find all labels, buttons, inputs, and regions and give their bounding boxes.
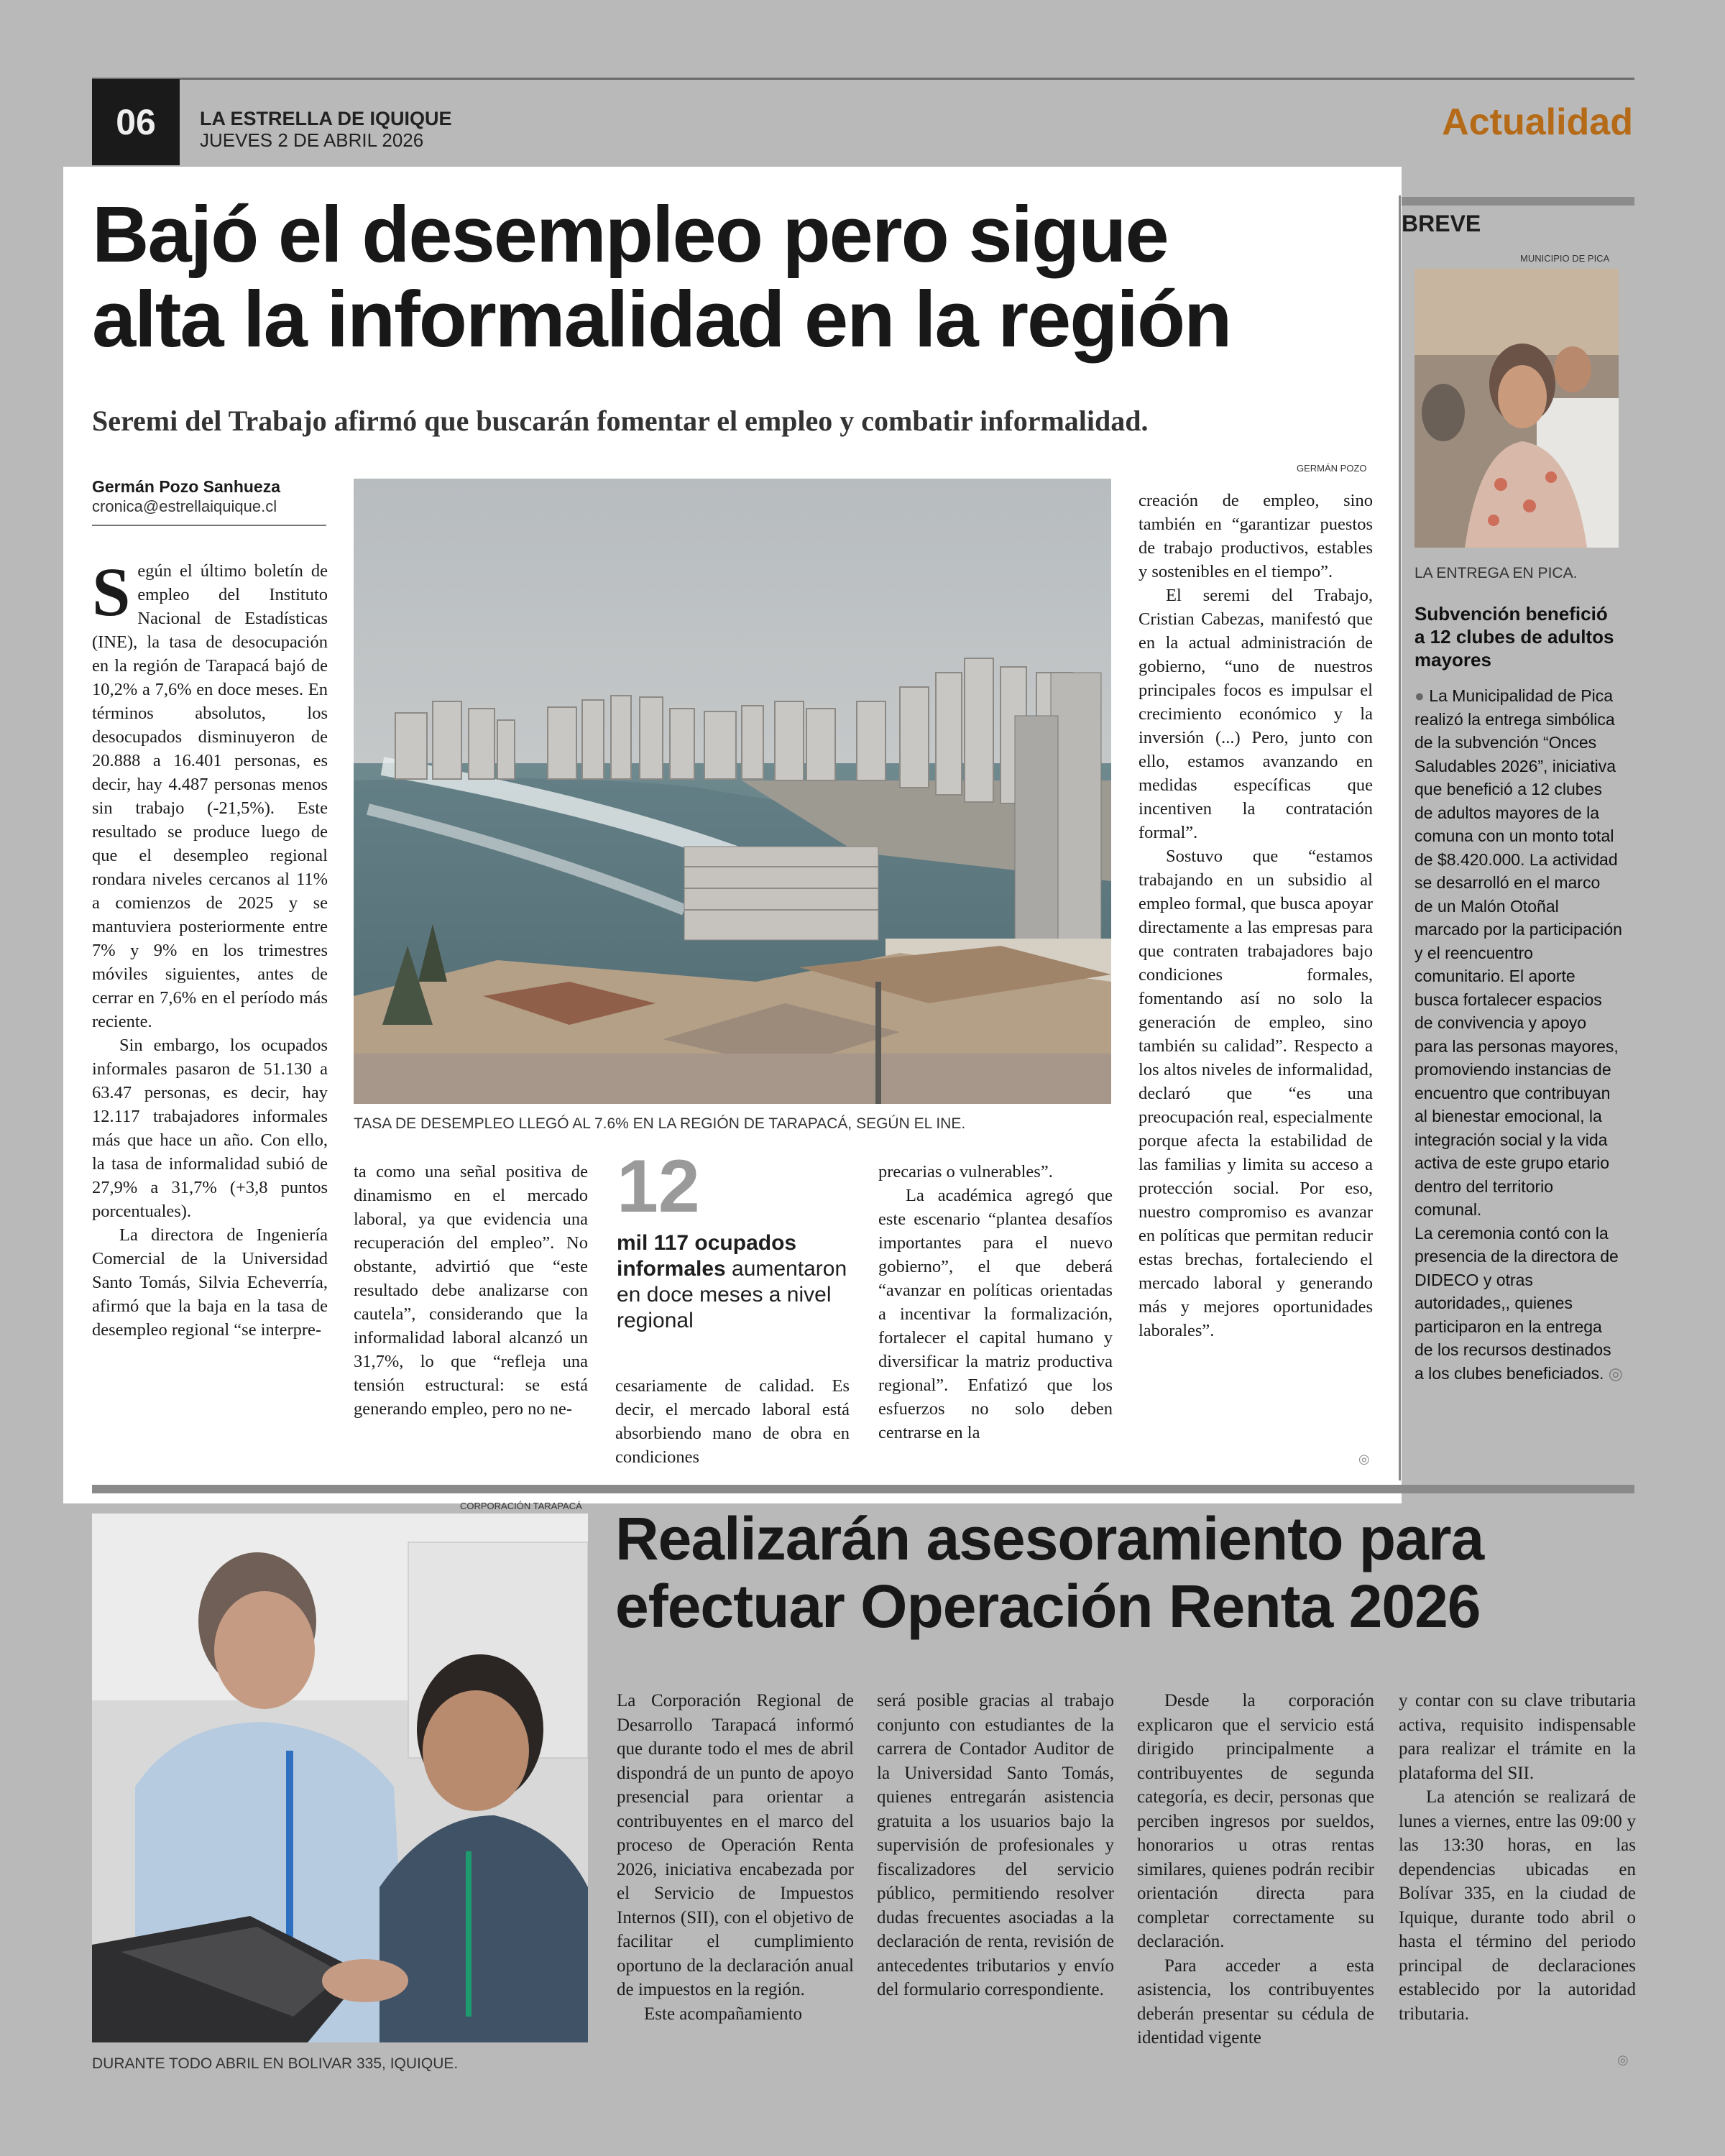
issue-date: JUEVES 2 DE ABRIL 2026	[200, 129, 424, 151]
byline-rule	[92, 525, 326, 526]
headline-line-1: Realizarán asesoramiento para	[615, 1505, 1484, 1572]
byline-email: cronica@estrellaiquique.cl	[92, 497, 277, 515]
main-headline	[92, 190, 1386, 364]
article-column-3	[615, 1374, 850, 1469]
photo-caption: TASA DE DESEMPLEO LLEGÓ AL 7.6% EN LA REGIÓN DE TARAPACÁ, SEGÚN EL INE.	[354, 1115, 966, 1132]
sidebar-top-rule	[1402, 197, 1634, 206]
section-label: Actualidad	[1442, 101, 1633, 143]
seniors-illustration	[1414, 269, 1619, 548]
paragraph: Sin embargo, los ocupados informales pasaron de 51.130 a 63.47 personas, es decir, hay 12.117 trabajadores informales más que hace un año. Con ello, la tasa de informalidad subió de 27,9% a 31,7% (+3,8 puntos porcentuales).	[92, 1036, 328, 1221]
paragraph: precarias o vulnerables”.	[878, 1162, 1053, 1181]
paragraph: La directora de Ingeniería Comercial de la Universidad Santo Tomás, Silvia Echeverría, afirmó que la baja en la tasa de desempleo regional “se interpre-	[92, 1225, 328, 1340]
sidebar-photo	[1414, 269, 1619, 548]
end-mark-icon: ◎	[1617, 2053, 1629, 2068]
paragraph: El seremi del Trabajo, Cristian Cabezas, manifestó que en la actual administración de gobierno, “uno de nuestros principales focos es impulsar el crecimiento económico y la inversión (...) Pero, junto con ello, estamos avanzando en medidas específicas que incentiven la contratación formal”.	[1138, 586, 1373, 842]
end-mark-icon: ◎	[1358, 1452, 1370, 1467]
callout-bold-text: mil 117 ocupados informales	[617, 1231, 797, 1281]
headline-line-2: alta la informalidad en la región	[92, 275, 1231, 364]
bullet-icon: ●	[1414, 686, 1430, 705]
second-headline	[615, 1505, 1636, 1640]
paragraph: Para acceder a esta asistencia, los contribuyentes deberán presentar su cédula de identidad vigente	[1137, 1955, 1374, 2047]
article-column-1	[92, 553, 328, 1342]
paragraph: egún el último boletín de empleo del Instituto Nacional de Estadísticas (INE), la tasa de desocupación en la región de Tarapacá bajó de 10,2% a 7,6% en doce meses. En términos absolutos, los desocupados disminuyeron de 20.888 a 16.401 personas, es decir, hay 4.487 personas menos sin trabajo (-21,5%). Este resultado se produce luego de que el desempleo regional rondara niveles cercanos al 11% a comienzos de 2025 y se mantuviera posteriormente entre 7% y 9% en los trimestres móviles siguientes, antes de cerrar en 7,6% en el período más reciente.	[92, 561, 328, 1031]
second-photo-credit: CORPORACIÓN TARAPACÁ	[460, 1501, 582, 1511]
paragraph: La académica agregó que este escenario “plantea desafíos importantes para el nuevo gobierno”, el que deberá “avanzar en políticas orientadas a incentivar la formalización, fortalecer el capital humano y diversificar la matriz productiva regional”. Enfatizó que los esfuerzos no solo deben centrarse en la	[878, 1186, 1113, 1442]
second-column-1	[617, 1689, 854, 2026]
drop-cap: S	[92, 553, 131, 630]
second-column-2	[877, 1689, 1114, 2002]
article-column-5	[1138, 489, 1373, 1342]
callout-rest-text: aumentaron en doce meses a nivel regional	[617, 1257, 847, 1332]
paragraph: La Municipalidad de Pica realizó la entrega simbólica de la subvención “Onces Saludables 2026”, iniciativa que benefició a 12 clubes de adultos mayores de la comuna con un monto total de $8.420.000. La actividad se desarrolló en el marco de un Malón Otoñal marcado por la participación y el reencuentro comunitario. El aporte busca fortalecer espacios de convivencia y apoyo para las personas mayores, promoviendo instancias de encuentro que contribuyan al bienestar emocional, la integración social y la vida activa de este grupo etario dentro del territorio comunal.	[1414, 686, 1622, 1219]
coastline-illustration	[354, 479, 1111, 1104]
article-column-2	[354, 1160, 588, 1421]
paragraph: y contar con su clave tributaria activa, requisito indispensable para realizar el trámite en la plataforma del SII.	[1399, 1691, 1636, 1783]
section-divider	[92, 1485, 1634, 1493]
sidebar-vertical-rule	[1399, 195, 1401, 1480]
paragraph: Desde la corporación explicaron que el servicio está dirigido principalmente a contribuyentes de segunda categoría, es decir, personas que perciben ingresos por sueldos, honorarios u otras rentas similares, quienes podrán recibir orientación directa para completar correctamente su declaración.	[1137, 1691, 1374, 1951]
masthead	[200, 108, 452, 151]
page-number: 06	[92, 79, 180, 165]
advisory-photo	[92, 1514, 588, 2042]
article-deck: Seremi del Trabajo afirmó que buscarán fomentar el empleo y combatir informalidad.	[92, 405, 1149, 437]
sidebar-photo-caption: LA ENTREGA EN PICA.	[1414, 565, 1578, 581]
sidebar-title: Subvención benefició a 12 clubes de adultos mayores	[1414, 603, 1614, 671]
callout-text	[617, 1230, 854, 1334]
paragraph: La Corporación Regional de Desarrollo Tarapacá informó que durante todo el mes de abril dispondrá de un punto de apoyo presencial para orientar a contribuyentes en el marco del proceso de Operación Renta 2026, iniciativa encabezada por el Servicio de Impuestos Internos (SII), con el objetivo de facilitar el cumplimiento oportuno de la declaración anual de impuestos en la región.	[617, 1691, 854, 1999]
paper-name: LA ESTRELLA DE IQUIQUE	[200, 108, 452, 129]
second-photo-caption: DURANTE TODO ABRIL EN BOLIVAR 335, IQUIQUE.	[92, 2055, 459, 2072]
article-column-4	[878, 1160, 1113, 1445]
headline-line-1: Bajó el desempleo pero sigue	[92, 190, 1168, 279]
photo-credit: GERMÁN POZO	[1297, 463, 1367, 474]
paragraph: La ceremonia contó con la presencia de la directora de DIDECO y otras autoridades,, quienes participaron en la entrega de los recursos destinados a los clubes beneficiados.	[1414, 1223, 1619, 1383]
paragraph: ta como una señal positiva de dinamismo en el mercado laboral, ya que evidencia una recuperación del empleo”. No obstante, advirtió que “este resultado debe analizarse con cautela”, considerando que la informalidad laboral alcanzó un 31,7%, lo que “refleja una tensión estructural: se está generando empleo, pero no ne-	[354, 1162, 588, 1419]
paragraph: Sostuvo que “estamos trabajando en un subsidio al empleo formal, que busca apoyar directamente a las empresas para que contraten trabajadores bajo condiciones formales, fomentando así no solo la generación de empleo, sino también su calidad”. Respecto a los altos niveles de informalidad, declaró que “es una preocupación real, especialmente porque afecta la estabilidad de las familias y limita su acceso a protección social. Por eso, nuestro compromiso es avanzar en políticas que permitan reducir estas brechas, fortaleciendo el mercado laboral y generando más y mejores oportunidades laborales”.	[1138, 847, 1373, 1340]
paragraph: La atención se realizará de lunes a viernes, entre las 09:00 y las 13:30 horas, en las dependencias ubicadas en Bolívar 335, en la ciudad de Iquique, durante todo abril o hasta el término del periodo principal de declaraciones establecido por la autoridad tributaria.	[1399, 1787, 1636, 2024]
paragraph: cesariamente de calidad. Es decir, el mercado laboral está absorbiendo mano de obra en condiciones	[615, 1376, 850, 1467]
second-column-3	[1137, 1689, 1374, 2050]
sidebar-photo-credit: MUNICIPIO DE PICA	[1520, 253, 1610, 264]
sidebar-body	[1414, 684, 1623, 1385]
callout-number: 12	[617, 1145, 700, 1228]
advisory-illustration	[92, 1514, 588, 2042]
byline-author: Germán Pozo Sanhueza	[92, 477, 281, 496]
headline-line-2: efectuar Operación Renta 2026	[615, 1572, 1481, 1640]
paragraph: creación de empleo, sino también en “garantizar puestos de trabajo productivos, estables y sostenibles en el tiempo”.	[1138, 491, 1373, 581]
second-column-4	[1399, 1689, 1636, 2026]
paragraph: Este acompañamiento	[644, 2004, 803, 2024]
breve-label: BREVE	[1402, 211, 1481, 236]
paragraph: será posible gracias al trabajo conjunto con estudiantes de la carrera de Contador Auditor de la Universidad Santo Tomás, quienes entregarán asistencia gratuita a los usuarios bajo la supervisión de profesionales y fiscalizadores del servicio público, permitiendo resolver dudas frecuentes asociadas a la declaración de renta, revisión de antecedentes tributarios y envío del formulario correspondiente.	[877, 1691, 1114, 1999]
end-mark-icon: ◎	[1604, 1363, 1623, 1383]
top-rule	[92, 78, 1634, 80]
coastline-photo	[354, 479, 1111, 1104]
